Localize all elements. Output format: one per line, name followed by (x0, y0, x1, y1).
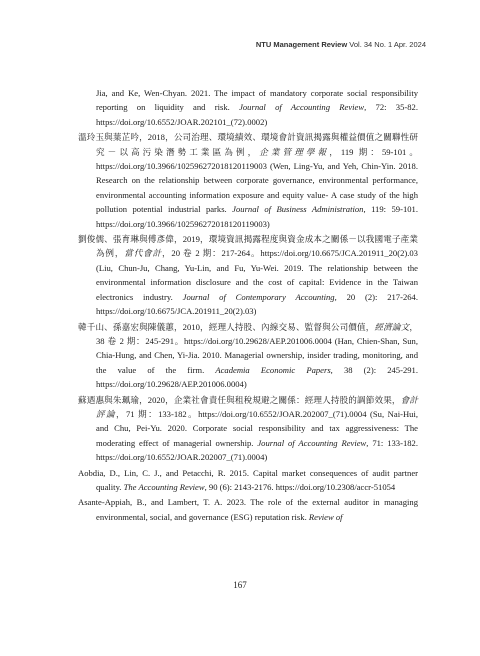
running-header (256, 40, 426, 49)
reference-entry: 劉俊儒、張育琳與傅彥偉，2019，環境資訊揭露程度與資金成本之關係－以我國電子產業為例，當代會計，20 卷 2 期：217-264。https://doi.org/10.6675/JCA.201911_20(2).03 (Liu, Chun-Ju, Chang, Yu-Lin, and Fu, Yu-Wei. 2019. The relationship between the environmental information disclosure and the cost of capital: Evidence in the Taiwan electronics industry. Journal of Contemporary Accounting, 20 (2): 217-264. https://doi.org/10.6675/JCA.201911_20(2).03) (78, 234, 419, 317)
reference-entry: Jia, and Ke, Wen-Chyan. 2021. The impact of mandatory corporate social responsibility reporting on liquidity and risk. Journal of Accounting Review, 72: 35-82. https://doi.org/10.6552/JOAR.202101_(72).0002) (96, 88, 418, 127)
journal-title: 當代會計 (124, 248, 162, 259)
issue-info: Vol. 34 No. 1 Apr. 2024 (349, 40, 426, 49)
journal-title: 會計評論 (96, 394, 418, 419)
reference-entry: Aobdia, D., Lin, C. J., and Petacchi, R. 2015. Capital market consequences of audit partner quality. The Accounting Review, 90 (6): 2143-2176. https://doi.org/10.2308/accr-51054 (78, 467, 418, 492)
journal-title: Review of (308, 511, 343, 522)
reference-entry: Asante-Appiah, B., and Lambert, T. A. 2023. The role of the external auditor in managing environmental, social, and governance (ESG) reputation risk. Review of (78, 497, 418, 522)
journal-title: Journal of Contemporary Accounting (182, 291, 335, 302)
reference-entry: 溫玲玉與葉芷吟，2018，公司治理、環境績效、環境會計資訊揭露與權益價值之關聯性研究－以高污染潛勢工業區為例，企業管理學報，119 期：59-101。https://doi.org/10.3966/102596272018120119003 (Wen, Ling-Yu, and Yeh, Chin-Yin. 2018. Research on the relationship between corporate governance, environmental performance, environmental accounting information exposure and equity value- A case study of the high pollution potential industrial parks. Journal of Business Administration, 119: 59-101. https://doi.org/10.3966/102596272018120119003) (78, 132, 418, 229)
journal-title: Journal of Business Administration (232, 204, 364, 215)
journal-name: NTU Management Review (255, 40, 348, 49)
journal-title: Journal of Accounting Review (257, 437, 367, 448)
journal-title: The Accounting Review (123, 481, 205, 492)
reference-entry: 韓千山、孫嘉宏與陳儀蕙，2010，經理人持股、內線交易、監督與公司價值，經濟論文，38 卷 2 期：245-291。https://doi.org/10.29628/AEP.201006.0004 (Han, Chien-Shan, Sun, Chia-Hung, and Chen, Yi-Jia. 2010. Managerial ownership, insider trading, monitoring, and the value of the firm. Academia Economic Papers, 38 (2): 245-291. https://doi.org/10.29628/AEP.201006.0004) (78, 321, 418, 390)
journal-title: Academia Economic Papers (215, 364, 331, 375)
page-number: 167 (233, 580, 247, 590)
journal-title: 企業管理學報 (259, 146, 330, 157)
reference-entry: 蘇迺惠與朱珮瑜，2020，企業社會責任與租稅規避之關係：經理人持股的調節效果，會計評論，71 期：133-182。https://doi.org/10.6552/JOAR.202007_(71).0004 (Su, Nai-Hui, and Chu, Pei-Yu. 2020. Corporate social responsibility and tax aggressiveness: The moderating effect of managerial ownership. Journal of Accounting Review, 71: 133-182. https://doi.org/10.6552/JOAR.202007_(71).0004) (78, 394, 418, 463)
reference-list (78, 86, 418, 525)
journal-title: Journal of Accounting Review (239, 102, 365, 113)
journal-title: 經濟論文 (374, 321, 410, 332)
